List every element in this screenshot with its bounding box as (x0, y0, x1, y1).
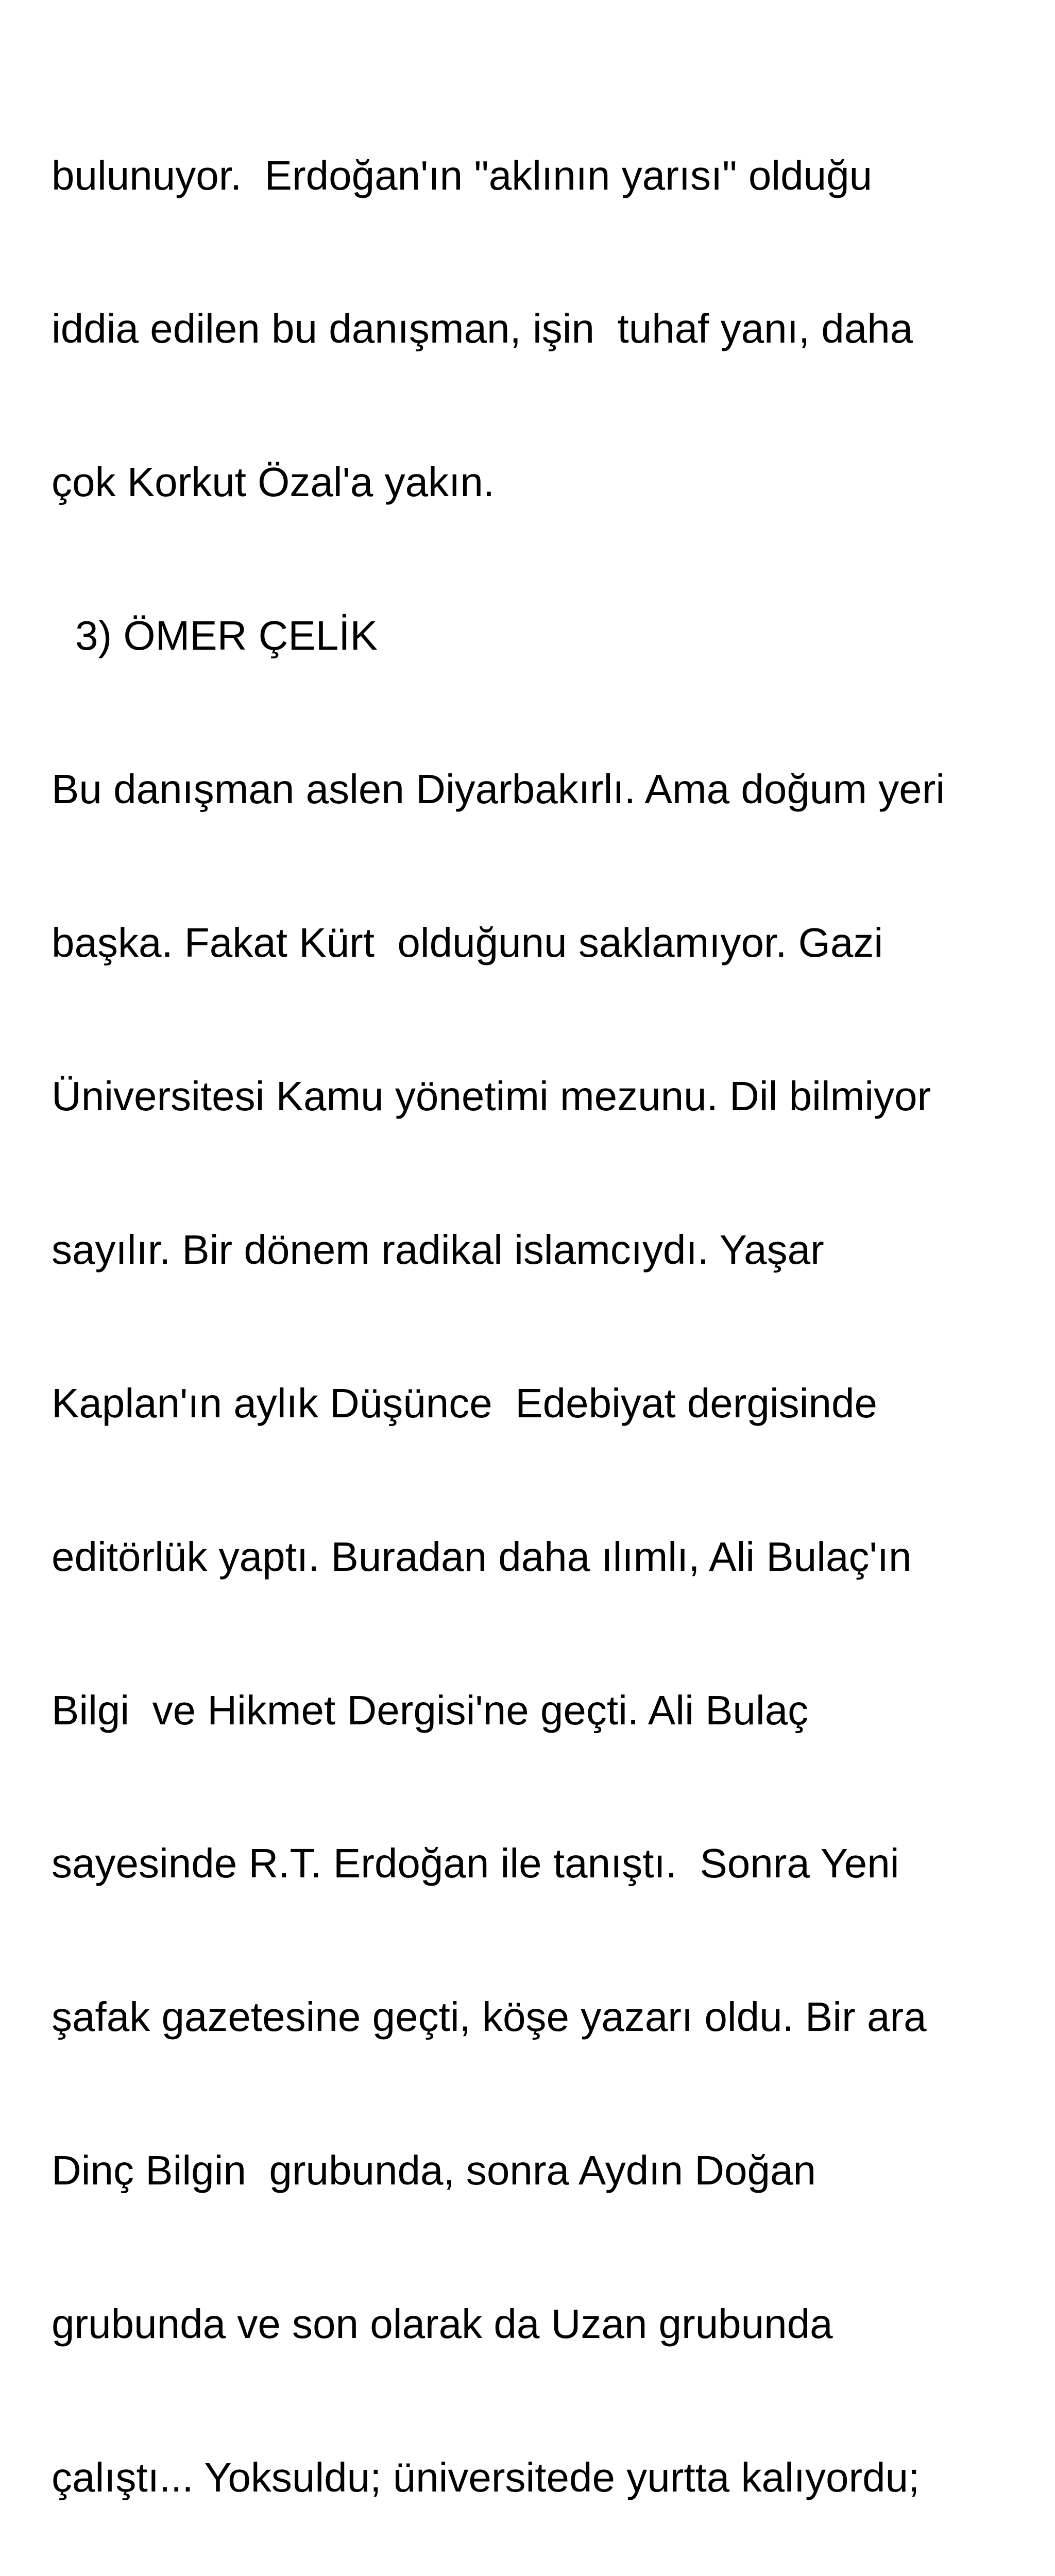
text-line: editörlük yaptı. Buradan daha ılımlı, Ali Bulaç'ın (52, 1533, 912, 1580)
text-line: Bilgi ve Hikmet Dergisi'ne geçti. Ali Bulaç (52, 1687, 809, 1733)
text-line: bulunuyor. Erdoğan'ın "aklının yarısı" olduğu (52, 152, 873, 198)
text-line: çalıştı... Yoksuldu; üniversitede yurtta kalıyordu; (52, 2454, 920, 2500)
text-line: Kaplan'ın aylık Düşünce Edebiyat dergisinde (52, 1380, 877, 1426)
text-line: başka. Fakat Kürt olduğunu saklamıyor. Gazi (52, 920, 883, 966)
text-line: sayesinde R.T. Erdoğan ile tanıştı. Sonra Yeni (52, 1840, 899, 1887)
text-line: grubunda ve son olarak da Uzan grubunda (52, 2301, 833, 2347)
text-line: iddia edilen bu danışman, işin tuhaf yanı, daha (52, 306, 913, 352)
text-line: Dinç Bilgin grubunda, sonra Aydın Doğan (52, 2147, 816, 2194)
text-line: Üniversitesi Kamu yönetimi mezunu. Dil bilmiyor (52, 1073, 931, 1119)
text-line: Bu danışman aslen Diyarbakırlı. Ama doğum yeri (52, 766, 945, 812)
section-heading: 3) ÖMER ÇELİK (75, 613, 378, 659)
body-text (52, 47, 1030, 2576)
text-line: şafak gazetesine geçti, köşe yazarı oldu. Bir ara (52, 1994, 927, 2040)
text-line: sayılır. Bir dönem radikal islamcıydı. Yaşar (52, 1226, 824, 1273)
text-line: çok Korkut Özal'a yakın. (52, 459, 495, 505)
